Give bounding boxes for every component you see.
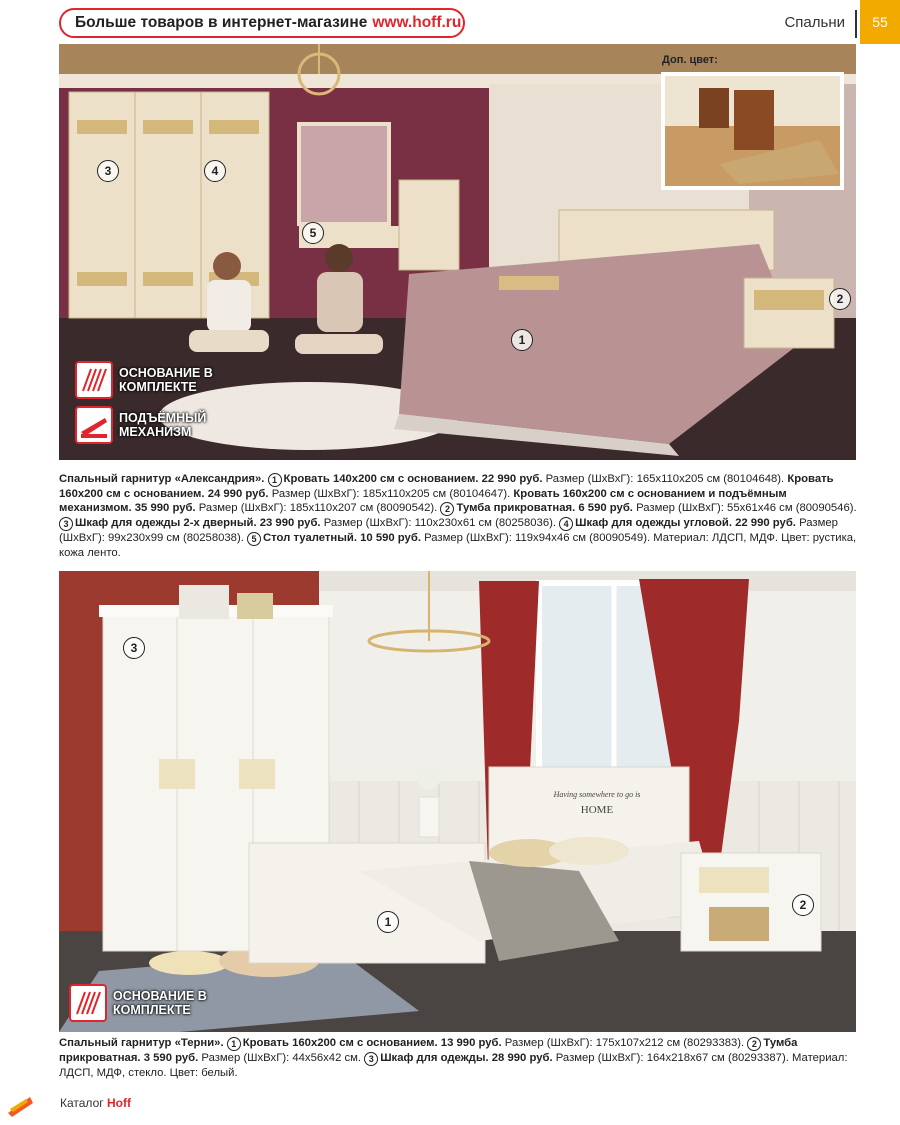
feature-base-label: ОСНОВАНИЕ В КОМПЛЕКТЕ — [119, 366, 213, 394]
item-details: Размер (ШхВхГ): 185х110х205 см (80104647). — [271, 488, 511, 500]
footer-brand: Hoff — [106, 1096, 131, 1110]
product-description-terni — [59, 1036, 859, 1080]
item-details: Размер (ШхВхГ): 110х230х61 см (80258036). — [323, 517, 556, 530]
item-title: Шкаф для одежды. 28 990 руб. — [380, 1052, 553, 1064]
feature-lift-mechanism — [75, 406, 214, 444]
headboard-word: HOME — [580, 804, 614, 816]
set-name: Спальный гарнитур «Александрия». — [59, 473, 265, 485]
footer-catalog — [60, 1096, 131, 1110]
section-title: Спальни — [784, 14, 845, 31]
item-number: 1 — [227, 1037, 241, 1051]
promo-banner[interactable] — [59, 8, 465, 38]
item-details: Размер (ШхВхГ): 165х110х205 см (80104648). — [545, 473, 785, 485]
set-name: Спальный гарнитур «Терни». — [59, 1037, 224, 1049]
promo-text: Больше товаров в интернет-магазине — [75, 14, 368, 31]
material-info: Материал: ЛДСП, МДФ, стекло. Цвет: белый. — [59, 1052, 848, 1079]
item-title: Стол туалетный. 10 590 руб. — [263, 532, 421, 545]
material-info: Материал: ЛДСП, МДФ. Цвет: рустика, кожа ленто. — [59, 532, 857, 560]
item-details: Размер (ШхВхГ): 119х94х46 см (80090549). — [424, 532, 651, 545]
marker-5: 5 — [302, 222, 324, 244]
item-details: Размер (ШхВхГ): 185х110х207 см (80090542). — [198, 502, 438, 515]
page-number: 55 — [860, 0, 900, 44]
bedroom-scene-2 — [59, 571, 856, 1032]
feature-base-included — [69, 984, 208, 1022]
item-title: Шкаф для одежды угловой. 22 990 руб. — [575, 517, 796, 530]
product-description-alexandria — [59, 472, 859, 561]
item-title: Тумба прикроватная. 3 590 руб. — [59, 1037, 798, 1064]
marker-2: 2 — [829, 288, 851, 310]
item-number: 2 — [440, 502, 454, 516]
item-title: Кровать 160х200 см с основанием. 24 990 руб. — [59, 473, 834, 500]
bed-base-icon — [75, 361, 113, 399]
feature-base-label: ОСНОВАНИЕ В КОМПЛЕКТЕ — [113, 989, 207, 1017]
marker-3: 3 — [123, 637, 145, 659]
item-number: 2 — [747, 1037, 761, 1051]
item-details: Размер (ШхВхГ): 175х107х212 см (80293383). — [504, 1037, 745, 1049]
footer-label: Каталог — [60, 1096, 104, 1110]
feature-lift-label: ПОДЪЁМНЫЙ МЕХАНИЗМ — [119, 411, 207, 439]
header-divider — [855, 10, 857, 38]
item-number: 3 — [59, 517, 73, 531]
item-details: Размер (ШхВхГ): 44х56х42 см. — [201, 1052, 362, 1064]
marker-2: 2 — [792, 894, 814, 916]
item-title: Кровать 160х200 см с основанием. 13 990 руб. — [242, 1037, 502, 1049]
marker-3: 3 — [97, 160, 119, 182]
item-details: Размер (ШхВхГ): 55х61х46 см (80090546). — [636, 502, 857, 515]
additional-color-label: Доп. цвет: — [662, 54, 718, 66]
bed-base-icon — [69, 984, 107, 1022]
item-details: Размер (ШхВхГ): 164х218х67 см (80293387). — [555, 1052, 789, 1064]
item-details: Размер (ШхВхГ): 99х230х99 см (80258038). — [59, 517, 838, 545]
item-title: Кровать 160х200 см с основанием и подъёмным механизмом. 35 990 руб. — [59, 488, 787, 515]
item-title: Шкаф для одежды 2-х дверный. 23 990 руб. — [75, 517, 321, 530]
item-number: 5 — [247, 532, 261, 546]
item-number: 1 — [268, 473, 282, 487]
item-title: Тумба прикроватная. 6 590 руб. — [456, 502, 633, 515]
hoff-logo-icon — [6, 1093, 34, 1117]
bedroom-photo-terni — [59, 571, 856, 1032]
marker-1: 1 — [511, 329, 533, 351]
item-number: 4 — [559, 517, 573, 531]
item-title: Кровать 140х200 см с основанием. 22 990 руб. — [283, 473, 543, 485]
promo-url-link[interactable]: www.hoff.ru — [372, 14, 462, 31]
lift-mechanism-icon — [75, 406, 113, 444]
marker-1: 1 — [377, 911, 399, 933]
headboard-script: Having somewhere to go is — [553, 790, 641, 799]
feature-base-included — [75, 361, 214, 399]
bedroom-photo-alexandria — [59, 44, 856, 460]
item-number: 3 — [364, 1052, 378, 1066]
marker-4: 4 — [204, 160, 226, 182]
